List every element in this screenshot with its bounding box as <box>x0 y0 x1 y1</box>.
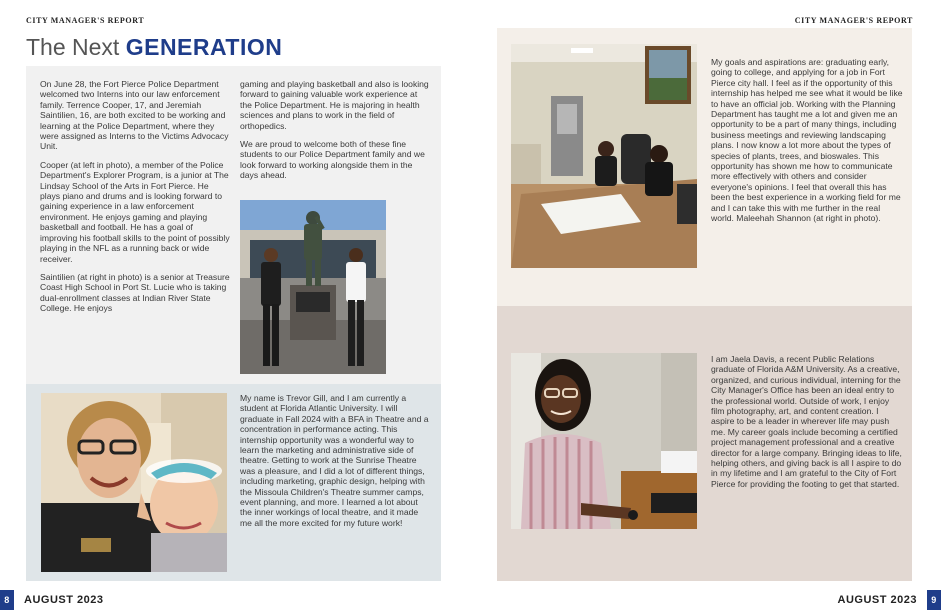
title-strong: GENERATION <box>125 34 283 60</box>
page-number-right: 9 <box>927 590 941 610</box>
jaela-davis-text: I am Jaela Davis, a recent Public Relations graduate of Florida A&M University. As a creative, organized, and curious individual, interning for the City Manager's Office has been an ideal entry to the professional world. Outside of work, I enjoy film photography, art, and content creation. I aspire to be a leader in wherever life may push me. My career goals include becoming a certified project management professional and a creative director for a large company. Bringing ideas to life, helping others, and giving back is all I aspire to do in my lifetime and I am grateful to the City of Fort Pierce for providing the footing to get that started. <box>711 354 902 489</box>
running-header-right: CITY MANAGER'S REPORT <box>794 16 913 25</box>
article-paragraph: We are proud to welcome both of these fine students to our Police Department family and we look forward to working alongside them in the days ahead. <box>240 139 425 181</box>
maleehah-shannon-photo <box>511 44 697 268</box>
maleehah-shannon-text: My goals and aspirations are: graduating early, going to college, and applying for a job in Fort Pierce city hall. I feel as if the opportunity of this internship has helped me see what it would be like to have an official job. Working with the Planning Department has taught me a lot and given me an opportunity to be a part of many things, including business meetings and reviewing landscaping plans. I now know a lot more about the types of species of plants, trees, and bioswales. This opportunity has shown me how to communicate more effectively with others and consider everyone's opinions. I feel that overall this has been the best experience in a working field for me and I can take this with me further in the real world. Maleehah Shannon (at right in photo). <box>711 57 903 224</box>
article-paragraph: gaming and playing basketball and also is looking forward to gaining valuable work experience at the Police Department. He is majoring in health sciences and plans to work in the field of orthopedics. <box>240 79 429 131</box>
article-paragraph: Saintilien (at right in photo) is a senior at Treasure Coast High School in Port St. Lucie who is taking dual-enrollment classes at Indian River State College. He enjoys <box>40 271 230 314</box>
footer-right <box>838 590 941 610</box>
running-header-left: CITY MANAGER'S REPORT <box>26 16 145 25</box>
trevor-gill-text: My name is Trevor Gill, and I am currently a student at Florida Atlantic University. I will graduate in Fall 2024 with a BFA in Theatre and a concentration in performance acting. This internship opportunity was a wonderful way to learn the marketing and administrative side of theatre. Getting to work at the Sunrise Theatre was a pleasure, and I did a lot of different things, including marketing, graphic design, helping with the Missoula Children's Theatre summer camps, event planning, and more. I learned a lot about the inner workings of local theatre, and it made me all the more excited for my future work! <box>240 393 429 528</box>
footer-date-left: AUGUST 2023 <box>24 594 104 606</box>
jaela-davis-photo <box>511 353 697 529</box>
title-light: The Next <box>26 34 120 60</box>
page-title <box>26 34 282 61</box>
article-column-1 <box>40 79 230 322</box>
page-number-left: 8 <box>0 590 14 610</box>
trevor-gill-photo <box>41 393 227 572</box>
footer-left <box>0 590 103 610</box>
footer-date-right: AUGUST 2023 <box>837 594 917 606</box>
police-interns-photo <box>240 200 386 374</box>
article-column-2 <box>240 79 430 189</box>
article-paragraph: On June 28, the Fort Pierce Police Department welcomed two Interns into our law enforcement family. Terrence Cooper, 17, and Jeremiah Saintilien, 16, are both excited to be working and learning at the Police Department, where they were assigned as Interns to the Victims Advocacy Unit. <box>40 79 229 152</box>
article-paragraph: Cooper (at left in photo), a member of the Police Department's Explorer Program, is a junior at The Lindsay School of the Arts in Fort Pierce. He plays piano and drums and is looking forward to gaining experience in a law enforcement environment. He enjoys gaming and playing basketball and football. He has a goal of improving his football skills to the point of possibly playing in the NFL as a running back or wide receiver. <box>40 159 230 264</box>
